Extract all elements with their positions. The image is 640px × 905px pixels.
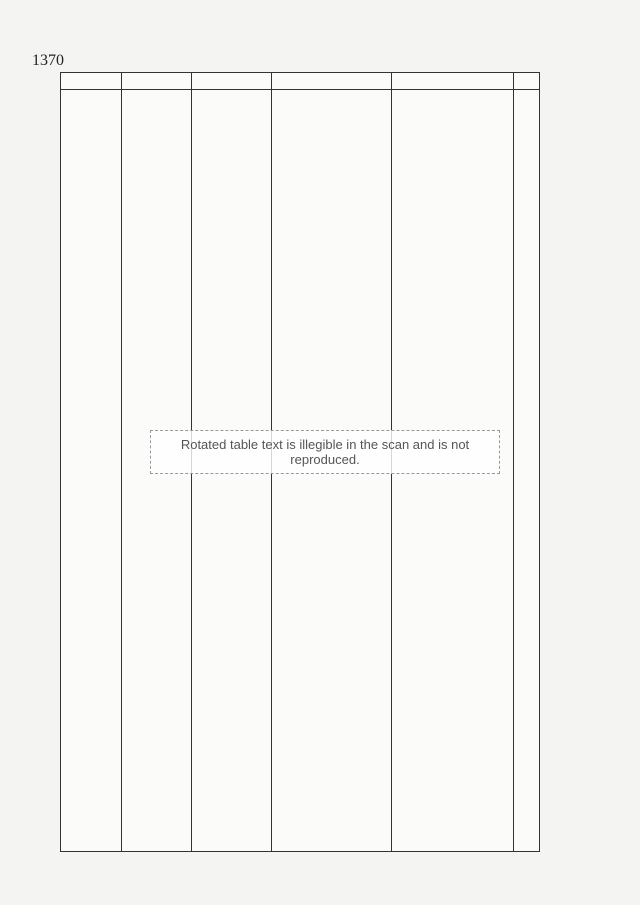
table-column-rule <box>121 73 122 851</box>
page-number: 1370 <box>32 52 64 69</box>
table-header-rule <box>61 89 539 90</box>
table-column-rule <box>513 73 514 851</box>
illegible-notice: Rotated table text is illegible in the scan and is not reproduced. <box>150 430 500 474</box>
